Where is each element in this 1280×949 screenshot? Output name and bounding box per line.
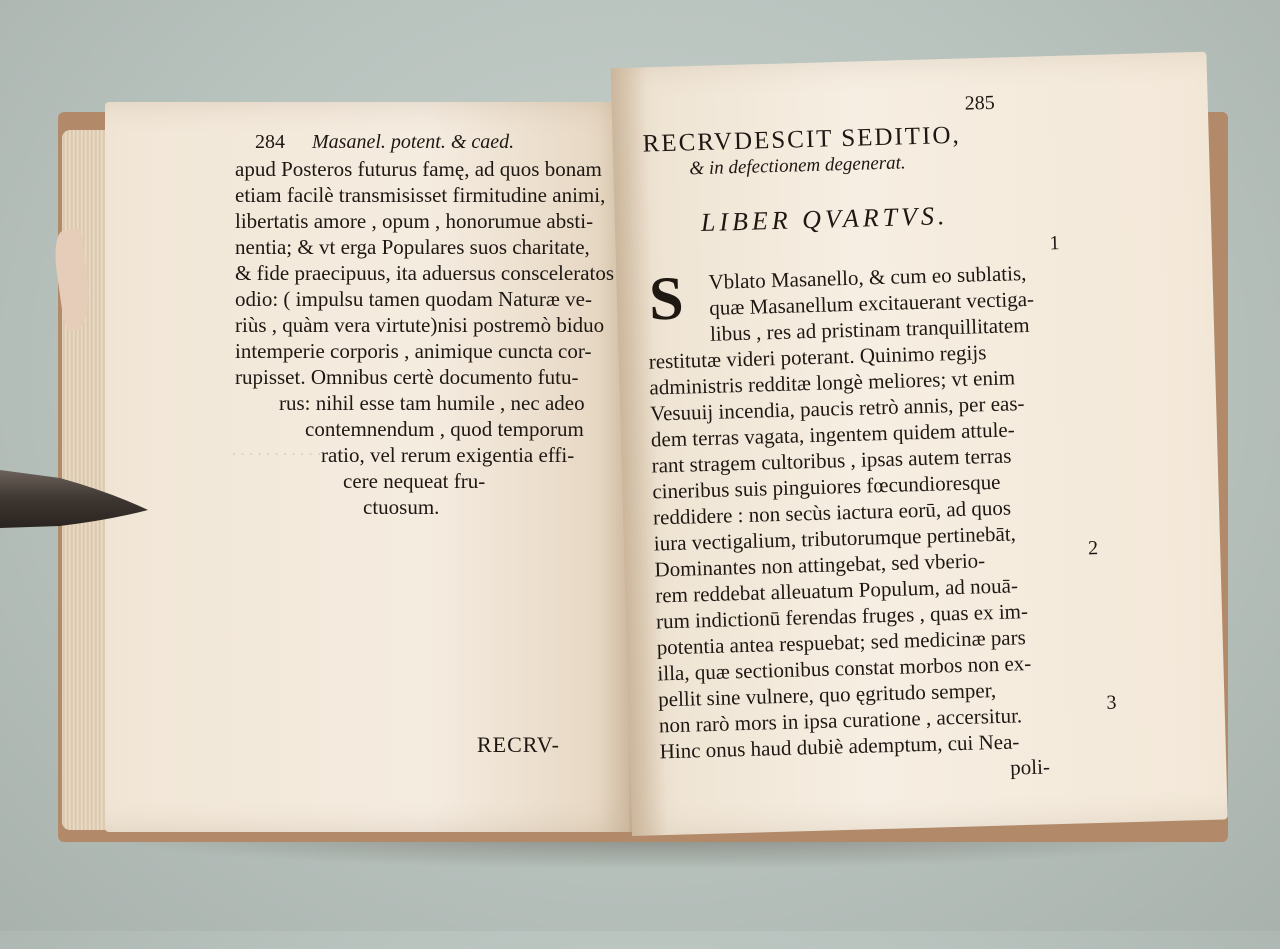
text-line: Dominantes non attingebat, sed vberio-: [654, 548, 986, 582]
text-line: rem reddebat alleuatum Populum, ad nouā-: [654, 573, 1019, 608]
text-line: poli-: [1009, 754, 1051, 780]
text-line: Hinc onus haud dubiè ademptum, cui Nea-: [659, 729, 1020, 764]
margin-note-number: 2: [1087, 537, 1099, 560]
text-line: cineribus suis pinguiores fœcundioresque: [652, 469, 1001, 504]
chapter-subtitle: & in defectionem degenerat.: [689, 152, 906, 180]
text-line: riùs , quàm vera virtute)nisi postremò biduo: [235, 313, 605, 337]
text-line: libus , res ad pristinam tranquillitatem: [709, 312, 1030, 346]
page-holder-tool: [0, 468, 150, 530]
text-line: nentia; & vt erga Populares suos charitate,: [235, 235, 590, 259]
text-line: pellit sine vulnere, quo ęgritudo semper,: [657, 678, 997, 712]
text-line: & fide praecipuus, ita aduersus consceleratos: [235, 261, 615, 285]
margin-note-number: 1: [1049, 232, 1060, 255]
catchword: RECRV-: [477, 732, 560, 757]
text-line: ratio, vel rerum exigentia effi-: [321, 443, 575, 467]
text-line: ctuosum.: [363, 495, 440, 519]
left-page-number: 284: [255, 131, 285, 153]
text-line: libertatis amore , opum , honorumue absti-: [235, 209, 594, 233]
text-line: non rarò mors in ipsa curatione , accersitur.: [658, 703, 1023, 738]
running-head-title: Masanel. potent. & caed.: [312, 131, 515, 153]
text-line: odio: ( impulsu tamen quodam Naturæ ve-: [235, 287, 592, 311]
text-line: rus: nihil esse tam humile , nec adeo: [279, 391, 585, 415]
book-heading: LIBER QVARTVS.: [700, 201, 949, 238]
text-line: etiam facilè transmisisset firmitudine animi,: [235, 183, 606, 207]
margin-note-number: 3: [1106, 691, 1117, 714]
text-line: quæ Masanellum excitauerant vectiga-: [708, 286, 1035, 320]
text-line: illa, quæ sectionibus constat morbos non ex-: [657, 651, 1032, 686]
chapter-title: RECRVDESCIT SEDITIO,: [642, 121, 962, 158]
text-line: Vesuuij incendia, paucis retrò annis, per eas-: [649, 391, 1025, 426]
text-line: rupisset. Omnibus certè documento futu-: [235, 365, 579, 389]
text-line: restitutæ videri poterant. Quinimo regijs: [648, 340, 987, 374]
text-line: Vblato Masanello, & cum eo sublatis,: [708, 260, 1027, 294]
text-line: rant stragem cultoribus , ipsas autem terras: [651, 443, 1012, 478]
right-page-body: [648, 260, 1051, 790]
text-line: administris redditæ longè meliores; vt enim: [649, 365, 1016, 400]
right-page-number: 285: [964, 91, 995, 115]
text-line: dem terras vagata, ingentem quidem attule-: [650, 417, 1016, 452]
text-line: potentia antea respuebat; sed medicinæ pars: [656, 625, 1027, 660]
drop-cap: S: [648, 264, 685, 334]
text-line: rum indictionū ferendas fruges , quas ex im-: [655, 599, 1029, 634]
text-line: contemnendum , quod temporum: [305, 417, 584, 441]
text-line: apud Posteros futurus famę, ad quos bonam: [235, 157, 602, 181]
text-line: cere nequeat fru-: [343, 469, 486, 493]
text-line: reddidere : non secùs iactura eorū, ad quos: [652, 495, 1012, 530]
text-line: intemperie corporis , animique cuncta cor-: [235, 339, 592, 363]
text-line: iura vectigalium, tributorumque pertinebāt,: [653, 521, 1017, 556]
show-through-text: . . . . . . . . . . . . .: [232, 440, 339, 459]
